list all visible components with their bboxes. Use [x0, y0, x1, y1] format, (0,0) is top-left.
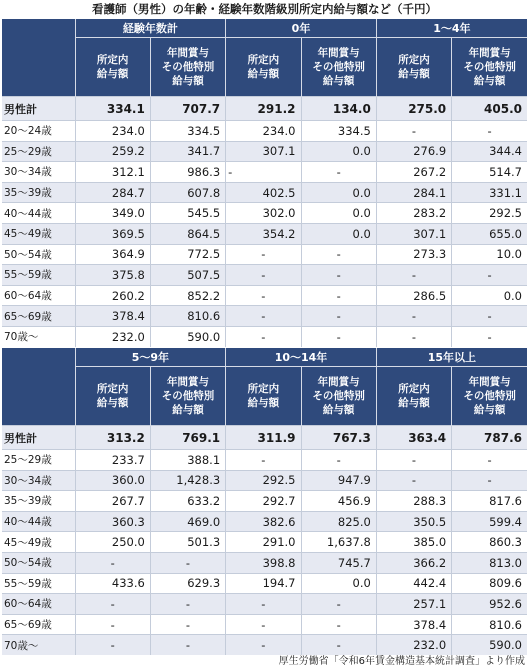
table-cell: - — [301, 306, 376, 327]
table-cell: - — [75, 552, 150, 573]
table-cell: 10.0 — [452, 244, 527, 265]
table-cell: - — [226, 614, 301, 635]
table-cell: 633.2 — [150, 491, 225, 512]
row-label: 50～54歳 — [2, 244, 75, 265]
column-header: 年間賞与 その他特別 給与額 — [301, 38, 376, 97]
table-cell: 363.4 — [376, 426, 451, 450]
row-label: 20～24歳 — [2, 121, 75, 142]
table-cell: - — [226, 162, 301, 183]
table-cell: 469.0 — [150, 511, 225, 532]
table-cell: 366.2 — [376, 552, 451, 573]
table-row — [2, 470, 527, 491]
table-row — [2, 162, 527, 183]
table-cell: - — [376, 306, 451, 327]
row-label: 35～39歳 — [2, 182, 75, 203]
table-cell: 375.8 — [75, 265, 150, 286]
group-header: 5～9年 — [75, 348, 226, 367]
table-cell: 234.0 — [226, 121, 301, 142]
table-cell: 267.7 — [75, 491, 150, 512]
table-cell: 382.6 — [226, 511, 301, 532]
table-row — [2, 244, 527, 265]
table-cell: 234.0 — [75, 121, 150, 142]
table-cell: 852.2 — [150, 285, 225, 306]
table-cell: 514.7 — [452, 162, 527, 183]
column-header: 年間賞与 その他特別 給与額 — [452, 38, 527, 97]
table-cell: 507.5 — [150, 265, 225, 286]
table-row — [2, 121, 527, 142]
table-cell: 0.0 — [452, 285, 527, 306]
table-cell: 769.1 — [150, 426, 225, 450]
table-cell: 1,637.8 — [301, 532, 376, 553]
table-cell: 232.0 — [75, 326, 150, 346]
row-label: 60～64歳 — [2, 285, 75, 306]
table-cell: 860.3 — [452, 532, 527, 553]
group-header: 1～4年 — [376, 19, 527, 38]
table-cell: 233.7 — [75, 450, 150, 471]
header-corner — [2, 348, 75, 426]
table-cell: 947.9 — [301, 470, 376, 491]
table-cell: 275.0 — [376, 97, 451, 121]
table-cell: 0.0 — [301, 223, 376, 244]
table-cell: - — [376, 450, 451, 471]
salary-table-2 — [2, 348, 527, 655]
table-cell: 259.2 — [75, 141, 150, 162]
table-cell: 1,428.3 — [150, 470, 225, 491]
table-cell: 745.7 — [301, 552, 376, 573]
table-row — [2, 491, 527, 512]
table-cell: 810.6 — [150, 306, 225, 327]
table-cell: 349.0 — [75, 203, 150, 224]
table-cell: 388.1 — [150, 450, 225, 471]
row-label: 40～44歳 — [2, 511, 75, 532]
table-cell: - — [150, 635, 225, 655]
row-label: 30～34歳 — [2, 470, 75, 491]
table-cell: 545.5 — [150, 203, 225, 224]
table-row — [2, 326, 527, 346]
table-header — [2, 348, 527, 426]
table-cell: - — [301, 265, 376, 286]
table-cell: 360.3 — [75, 511, 150, 532]
table-cell: 767.3 — [301, 426, 376, 450]
table-row — [2, 614, 527, 635]
column-header: 所定内 給与額 — [226, 38, 301, 97]
table-cell: - — [226, 635, 301, 655]
table-cell: 276.9 — [376, 141, 451, 162]
table-cell: - — [75, 635, 150, 655]
table-cell: - — [452, 121, 527, 142]
table-cell: 952.6 — [452, 594, 527, 615]
table-row — [2, 532, 527, 553]
table-cell: 0.0 — [301, 182, 376, 203]
table-cell: - — [75, 614, 150, 635]
table-cell: 334.5 — [150, 121, 225, 142]
table-cell: 405.0 — [452, 97, 527, 121]
table-cell: - — [226, 450, 301, 471]
table-cell: 291.2 — [226, 97, 301, 121]
total-row — [2, 97, 527, 121]
total-row — [2, 426, 527, 450]
table-row — [2, 573, 527, 594]
table-cell: - — [150, 552, 225, 573]
column-header: 所定内 給与額 — [376, 367, 451, 426]
table-cell: 385.0 — [376, 532, 451, 553]
table-cell: 433.6 — [75, 573, 150, 594]
table-cell: 378.4 — [376, 614, 451, 635]
table-cell: 629.3 — [150, 573, 225, 594]
table-row — [2, 552, 527, 573]
table-row — [2, 223, 527, 244]
table-cell: 442.4 — [376, 573, 451, 594]
column-header: 所定内 給与額 — [226, 367, 301, 426]
header-corner — [2, 19, 75, 97]
column-header: 年間賞与 その他特別 給与額 — [452, 367, 527, 426]
table-cell: - — [226, 306, 301, 327]
table-cell: - — [301, 162, 376, 183]
table-cell: 134.0 — [301, 97, 376, 121]
table-cell: 378.4 — [75, 306, 150, 327]
table-cell: - — [452, 470, 527, 491]
table-cell: 260.2 — [75, 285, 150, 306]
row-label: 35～39歳 — [2, 491, 75, 512]
table-cell: 402.5 — [226, 182, 301, 203]
table-cell: 364.9 — [75, 244, 150, 265]
row-label: 70歳～ — [2, 635, 75, 655]
table-cell: - — [376, 121, 451, 142]
table-cell: 284.7 — [75, 182, 150, 203]
table-cell: 350.5 — [376, 511, 451, 532]
table-cell: 398.8 — [226, 552, 301, 573]
table-cell: 291.0 — [226, 532, 301, 553]
table-cell: 986.3 — [150, 162, 225, 183]
table-row — [2, 511, 527, 532]
table-cell: - — [376, 326, 451, 346]
column-header: 所定内 給与額 — [75, 38, 150, 97]
table-cell: 334.5 — [301, 121, 376, 142]
table-cell: 590.0 — [150, 326, 225, 346]
table-cell: 0.0 — [301, 203, 376, 224]
table-cell: 0.0 — [301, 141, 376, 162]
table-cell: - — [301, 285, 376, 306]
table-cell: 599.4 — [452, 511, 527, 532]
table-cell: 501.3 — [150, 532, 225, 553]
page-title: 看護師（男性）の年齢・経験年数階級別所定内給与額など（千円） — [92, 2, 437, 16]
table-cell: 787.6 — [452, 426, 527, 450]
table-cell: 809.6 — [452, 573, 527, 594]
table-cell: - — [226, 594, 301, 615]
table-cell: 772.5 — [150, 244, 225, 265]
row-label: 55～59歳 — [2, 265, 75, 286]
row-label: 男性計 — [2, 97, 75, 121]
table-cell: 456.9 — [301, 491, 376, 512]
table-cell: 334.1 — [75, 97, 150, 121]
table-cell: 817.6 — [452, 491, 527, 512]
table-cell: 0.0 — [301, 573, 376, 594]
table-cell: 344.4 — [452, 141, 527, 162]
table-cell: 232.0 — [376, 635, 451, 655]
table-row — [2, 203, 527, 224]
column-header: 年間賞与 その他特別 給与額 — [150, 38, 225, 97]
table-cell: 341.7 — [150, 141, 225, 162]
table-cell: 284.1 — [376, 182, 451, 203]
table-cell: - — [226, 265, 301, 286]
table-cell: - — [301, 594, 376, 615]
table-cell: 194.7 — [226, 573, 301, 594]
table-cell: - — [301, 326, 376, 346]
row-label: 25～29歳 — [2, 450, 75, 471]
table-row — [2, 141, 527, 162]
table-cell: - — [75, 594, 150, 615]
table-cell: 312.1 — [75, 162, 150, 183]
table-cell: 707.7 — [150, 97, 225, 121]
table-cell: 369.5 — [75, 223, 150, 244]
column-header: 所定内 給与額 — [75, 367, 150, 426]
table-cell: 292.5 — [226, 470, 301, 491]
row-label: 50～54歳 — [2, 552, 75, 573]
table-cell: - — [301, 244, 376, 265]
table-cell: 307.1 — [376, 223, 451, 244]
table-row — [2, 450, 527, 471]
group-header: 0年 — [226, 19, 377, 38]
table-cell: - — [452, 450, 527, 471]
group-header: 15年以上 — [376, 348, 527, 367]
table-cell: - — [150, 614, 225, 635]
row-label: 男性計 — [2, 426, 75, 450]
table-cell: - — [226, 326, 301, 346]
table-cell: 292.5 — [452, 203, 527, 224]
table-cell: - — [376, 470, 451, 491]
table-cell: 286.5 — [376, 285, 451, 306]
table-cell: 360.0 — [75, 470, 150, 491]
row-label: 65～69歳 — [2, 614, 75, 635]
row-label: 25～29歳 — [2, 141, 75, 162]
source-note: 厚生労働省「令和6年賃金構造基本統計調査」より作成 — [278, 656, 525, 667]
table-cell: - — [226, 285, 301, 306]
table-row — [2, 635, 527, 655]
row-label: 30～34歳 — [2, 162, 75, 183]
column-header: 年間賞与 その他特別 給与額 — [150, 367, 225, 426]
table-cell: - — [226, 244, 301, 265]
table-row — [2, 265, 527, 286]
table-cell: 313.2 — [75, 426, 150, 450]
table-cell: - — [301, 450, 376, 471]
table-cell: 307.1 — [226, 141, 301, 162]
table-cell: 864.5 — [150, 223, 225, 244]
table-row — [2, 182, 527, 203]
table-cell: 331.1 — [452, 182, 527, 203]
table-cell: 813.0 — [452, 552, 527, 573]
table-cell: 590.0 — [452, 635, 527, 655]
table-cell: - — [301, 635, 376, 655]
table-row — [2, 594, 527, 615]
table-cell: 311.9 — [226, 426, 301, 450]
row-label: 40～44歳 — [2, 203, 75, 224]
table-cell: - — [452, 265, 527, 286]
table-cell: - — [301, 614, 376, 635]
table-cell: 283.2 — [376, 203, 451, 224]
table-row — [2, 285, 527, 306]
table-cell: - — [376, 265, 451, 286]
table-cell: - — [452, 326, 527, 346]
row-label: 55～59歳 — [2, 573, 75, 594]
salary-table-1 — [2, 19, 527, 347]
table-cell: 267.2 — [376, 162, 451, 183]
table-cell: 288.3 — [376, 491, 451, 512]
table-row — [2, 306, 527, 327]
group-header: 経験年数計 — [75, 19, 226, 38]
table-cell: 607.8 — [150, 182, 225, 203]
table-cell: 825.0 — [301, 511, 376, 532]
column-header: 年間賞与 その他特別 給与額 — [301, 367, 376, 426]
table-cell: 354.2 — [226, 223, 301, 244]
row-label: 45～49歳 — [2, 223, 75, 244]
table-cell: 655.0 — [452, 223, 527, 244]
table-cell: - — [452, 306, 527, 327]
row-label: 60～64歳 — [2, 594, 75, 615]
group-header: 10～14年 — [226, 348, 377, 367]
table-cell: 257.1 — [376, 594, 451, 615]
table-header — [2, 19, 527, 97]
row-label: 45～49歳 — [2, 532, 75, 553]
table-cell: 250.0 — [75, 532, 150, 553]
table-cell: - — [150, 594, 225, 615]
row-label: 65～69歳 — [2, 306, 75, 327]
table-cell: 273.3 — [376, 244, 451, 265]
table-cell: 292.7 — [226, 491, 301, 512]
table-cell: 810.6 — [452, 614, 527, 635]
column-header: 所定内 給与額 — [376, 38, 451, 97]
table-cell: 302.0 — [226, 203, 301, 224]
row-label: 70歳～ — [2, 326, 75, 346]
